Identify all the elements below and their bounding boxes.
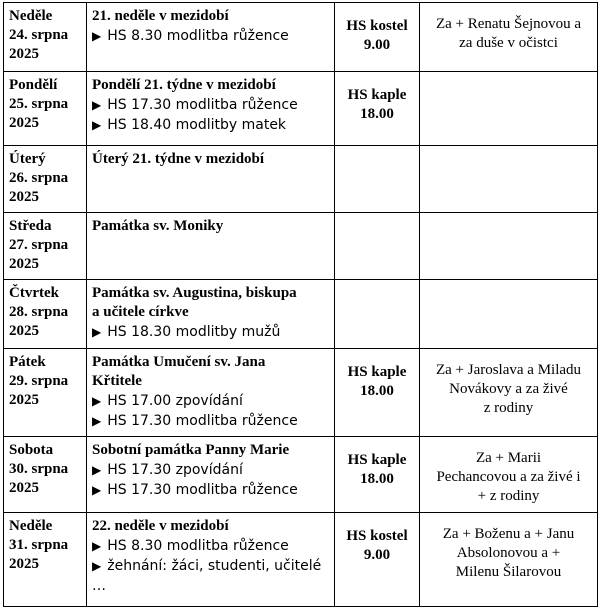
mass-place-time-line: 18.00 xyxy=(360,383,394,399)
liturgy-cell xyxy=(87,437,335,513)
day-date-cell xyxy=(4,3,87,72)
event-item xyxy=(92,460,334,480)
mass-place-time-line: HS kaple xyxy=(347,364,407,380)
mass-intention-cell xyxy=(420,3,598,72)
mass-intention-line: Novákovy a za živé xyxy=(449,381,568,397)
liturgy-cell xyxy=(87,146,335,213)
mass-intention-cell xyxy=(420,280,598,349)
mass-intention-line: Za + Boženu a + Janu xyxy=(442,526,575,542)
event-item xyxy=(92,115,334,135)
day-date-line: Pondělí xyxy=(9,77,58,93)
mass-intention-line: Za + Jaroslava a Miladu xyxy=(435,362,582,378)
mass-intention-line: Milenu Šilarovou xyxy=(455,564,562,580)
liturgy-title: Křtitele xyxy=(92,373,142,389)
mass-place-time-line: 9.00 xyxy=(363,37,391,53)
triangle-bullet-icon: ▶ xyxy=(92,539,102,553)
schedule-row xyxy=(4,437,598,513)
day-date-line: 31. srpna xyxy=(9,537,69,553)
day-date-line: 2025 xyxy=(9,189,39,205)
mass-intention-cell xyxy=(420,146,598,213)
day-date-line: 26. srpna xyxy=(9,170,69,186)
mass-place-time-cell xyxy=(335,513,420,607)
day-date-line: Sobota xyxy=(9,442,54,458)
schedule-row xyxy=(4,280,598,349)
liturgy-cell xyxy=(87,513,335,607)
liturgy-title: 22. neděle v mezidobí xyxy=(92,518,229,534)
event-item xyxy=(92,576,334,596)
day-date-cell xyxy=(4,437,87,513)
day-date-line: Čtvrtek xyxy=(9,285,59,301)
event-text: HS 18.30 modlitby mužů xyxy=(107,324,281,340)
mass-intention-cell xyxy=(420,513,598,607)
mass-intention-cell xyxy=(420,437,598,513)
mass-place-time-cell xyxy=(335,349,420,437)
event-item xyxy=(92,536,334,556)
mass-intention-line: Za + Marii xyxy=(475,450,542,466)
mass-intention-cell xyxy=(420,213,598,280)
liturgy-title: a učitele církve xyxy=(92,304,189,320)
day-date-line: 2025 xyxy=(9,256,39,272)
liturgy-title: Sobotní památka Panny Marie xyxy=(92,442,290,458)
day-date-line: Pátek xyxy=(9,354,46,370)
day-date-line: Středa xyxy=(9,218,52,234)
event-text: HS 17.30 modlitba růžence xyxy=(107,482,298,498)
mass-place-time-line: 18.00 xyxy=(360,106,394,122)
day-date-line: 2025 xyxy=(9,556,39,572)
liturgy-title: Památka Umučení sv. Jana xyxy=(92,354,266,370)
event-text: HS 17.00 zpovídání xyxy=(107,393,243,409)
mass-place-time-line: 9.00 xyxy=(363,547,391,563)
liturgy-cell xyxy=(87,280,335,349)
event-item xyxy=(92,95,334,115)
schedule-row xyxy=(4,146,598,213)
mass-place-time-line: 18.00 xyxy=(360,471,394,487)
triangle-bullet-icon: ▶ xyxy=(92,29,102,43)
day-date-cell xyxy=(4,513,87,607)
mass-intention-line: Absolonovou a + xyxy=(456,545,561,561)
schedule-row xyxy=(4,213,598,280)
triangle-bullet-icon: ▶ xyxy=(92,98,102,112)
event-item xyxy=(92,480,334,500)
day-date-line: 27. srpna xyxy=(9,237,69,253)
schedule-row xyxy=(4,349,598,437)
event-text: HS 17.30 zpovídání xyxy=(107,462,243,478)
day-date-line: 2025 xyxy=(9,323,39,339)
day-date-line: 30. srpna xyxy=(9,461,69,477)
event-item xyxy=(92,556,334,576)
day-date-cell xyxy=(4,72,87,146)
triangle-bullet-icon: ▶ xyxy=(92,463,102,477)
triangle-bullet-icon: ▶ xyxy=(92,394,102,408)
mass-place-time-cell xyxy=(335,72,420,146)
event-text: žehnání: žáci, studenti, učitelé xyxy=(107,558,322,574)
event-item xyxy=(92,322,334,342)
mass-schedule-table xyxy=(3,2,598,607)
liturgy-title: Úterý 21. týdne v mezidobí xyxy=(92,151,265,167)
day-date-line: Úterý xyxy=(9,151,46,167)
day-date-cell xyxy=(4,213,87,280)
mass-place-time-cell xyxy=(335,213,420,280)
mass-place-time-line: HS kaple xyxy=(347,452,407,468)
triangle-bullet-icon: ▶ xyxy=(92,325,102,339)
event-text: HS 8.30 modlitba růžence xyxy=(107,538,289,554)
day-date-line: Neděle xyxy=(9,518,53,534)
liturgy-cell xyxy=(87,3,335,72)
event-item xyxy=(92,26,334,46)
triangle-bullet-icon: ▶ xyxy=(92,483,102,497)
event-text: HS 18.40 modlitby matek xyxy=(107,117,287,133)
mass-intention-cell xyxy=(420,349,598,437)
liturgy-cell xyxy=(87,213,335,280)
liturgy-cell xyxy=(87,349,335,437)
mass-intention-line: Pechancovou a za živé i xyxy=(436,469,581,485)
day-date-line: 2025 xyxy=(9,115,39,131)
liturgy-title: Pondělí 21. týdne v mezidobí xyxy=(92,77,276,93)
triangle-bullet-icon: ▶ xyxy=(92,118,102,132)
mass-place-time-cell xyxy=(335,280,420,349)
day-date-line: 2025 xyxy=(9,392,39,408)
liturgy-title: Památka sv. Augustina, biskupa xyxy=(92,285,297,301)
schedule-row xyxy=(4,513,598,607)
day-date-line: 2025 xyxy=(9,46,39,62)
mass-intention-line: z rodiny xyxy=(483,400,534,416)
day-date-line: 29. srpna xyxy=(9,373,69,389)
event-text: HS 17.30 modlitba růžence xyxy=(107,413,298,429)
mass-place-time-cell xyxy=(335,146,420,213)
mass-intention-cell xyxy=(420,72,598,146)
day-date-line: 24. srpna xyxy=(9,27,69,43)
mass-place-time-line: HS kostel xyxy=(346,528,408,544)
triangle-bullet-icon: ▶ xyxy=(92,414,102,428)
event-text: HS 8.30 modlitba růžence xyxy=(107,28,289,44)
day-date-cell xyxy=(4,146,87,213)
day-date-cell xyxy=(4,280,87,349)
mass-intention-line: Za + Renatu Šejnovou a xyxy=(435,16,582,32)
schedule-row xyxy=(4,3,598,72)
mass-intention-line: + z rodiny xyxy=(477,488,540,504)
liturgy-title: 21. neděle v mezidobí xyxy=(92,8,229,24)
mass-place-time-line: HS kostel xyxy=(346,18,408,34)
day-date-cell xyxy=(4,349,87,437)
event-text: … xyxy=(92,578,106,594)
day-date-line: 28. srpna xyxy=(9,304,69,320)
schedule-row xyxy=(4,72,598,146)
mass-place-time-line: HS kaple xyxy=(347,87,407,103)
day-date-line: 2025 xyxy=(9,480,39,496)
triangle-bullet-icon: ▶ xyxy=(92,559,102,573)
mass-intention-line: za duše v očistci xyxy=(459,35,558,51)
mass-place-time-cell xyxy=(335,437,420,513)
schedule-body xyxy=(4,3,598,607)
liturgy-cell xyxy=(87,72,335,146)
event-text: HS 17.30 modlitba růžence xyxy=(107,97,298,113)
day-date-line: Neděle xyxy=(9,8,53,24)
day-date-line: 25. srpna xyxy=(9,96,69,112)
liturgy-title: Památka sv. Moniky xyxy=(92,218,224,234)
event-item xyxy=(92,391,334,411)
event-item xyxy=(92,411,334,431)
mass-place-time-cell xyxy=(335,3,420,72)
